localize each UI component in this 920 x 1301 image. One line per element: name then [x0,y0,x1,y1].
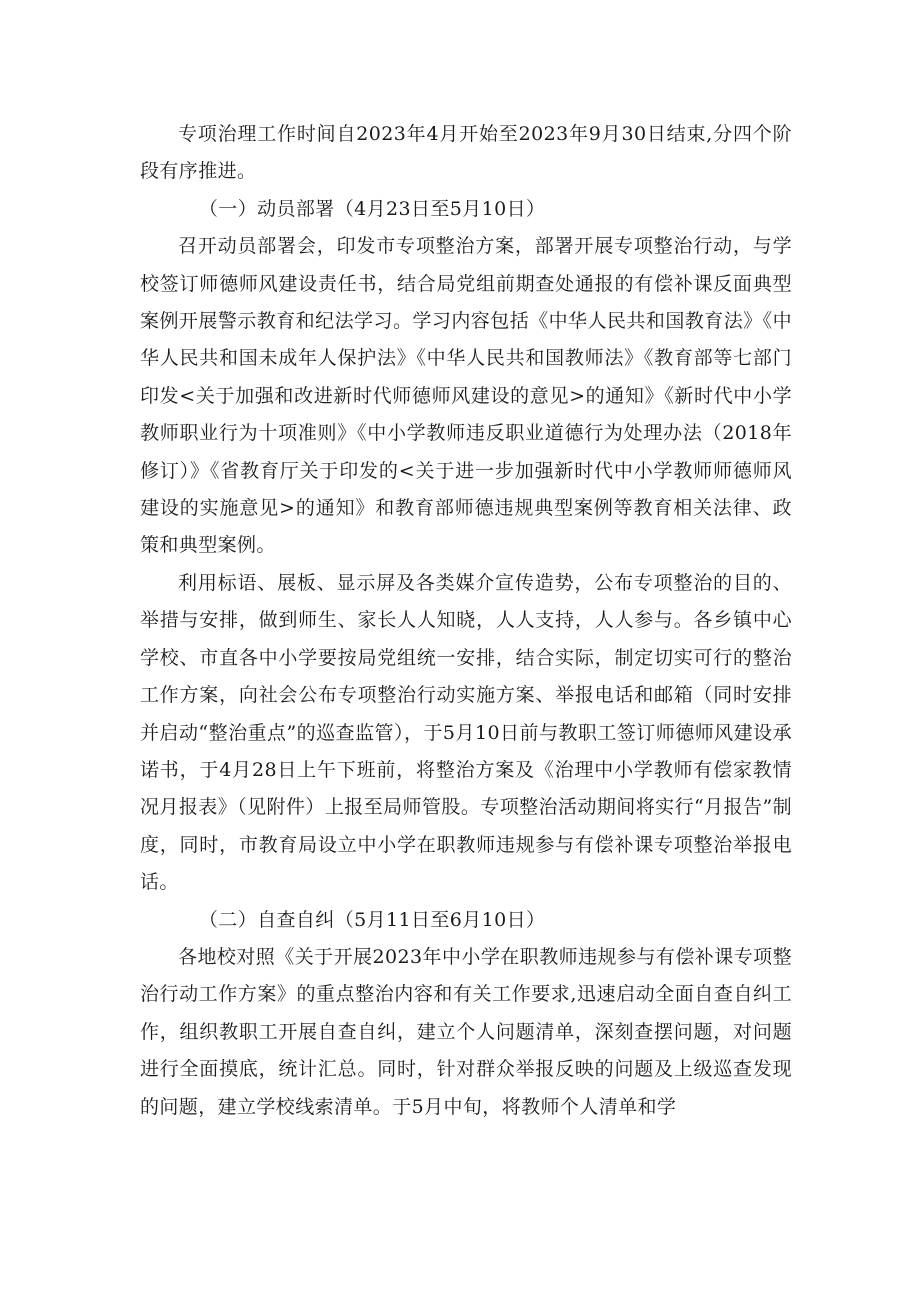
paragraph-schedule: 专项治理工作时间自2023年4月开始至2023年9月30日结束,分四个阶段有序推进。 [140,123,792,183]
paragraph-self-inspection: 各地校对照《关于开展2023年中小学在职教师违规参与有偿补课专项整治行动工作方案》的重点整治内容和有关工作要求,迅速启动全面自查自纠工作，组织教职工开展自查自纠，建立个人问题清单，深刻查摆问题，对问题进行全面摸底，统计汇总。同时，针对群众举报反映的问题及上级巡查发现的问题，建立学校线索清单。于5月中旬，将教师个人清单和学 [140,945,792,1118]
paragraph-mobilization-meeting: 召开动员部署会，印发市专项整治方案，部署开展专项整治行动，与学校签订师德师风建设责任书，结合局党组前期查处通报的有偿补课反面典型案例开展警示教育和纪法学习。学习内容包括《中华人民共和国教育法》《中华人民共和国未成年人保护法》《中华人民共和国教师法》《教育部等七部门印发<关于加强和改进新时代师德师风建设的意见>的通知》《新时代中小学教师职业行为十项准则》《中小学教师违反职业道德行为处理办法（2018年修订）》《省教育厅关于印发的<关于进一步加强新时代中小学教师师德师风建设的实施意见>的通知》和教育部师德违规典型案例等教育相关法律、政策和典型案例。 [140,235,792,557]
document-page [140,116,792,1126]
heading-mobilization: （一）动员部署（4月23日至5月10日） [198,197,546,220]
paragraph-publicity: 利用标语、展板、显示屏及各类媒介宣传造势，公布专项整治的目的、举措与安排，做到师生、家长人人知晓，人人支持，人人参与。各乡镇中心学校、市直各中小学要按局党组统一安排，结合实际，制定切实可行的整治工作方案，向社会公布专项整治行动实施方案、举报电话和邮箱（同时安排并启动“整治重点”的巡查监管），于5月10日前与教职工签订师德师风建设承诺书，于4月28日上午下班前，将整治方案及《治理中小学教师有偿家教情况月报表》（见附件）上报至局师管股。专项整治活动期间将实行“月报告”制度，同时，市教育局设立中小学在职教师违规参与有偿补课专项整治举报电话。 [140,571,792,894]
heading-self-inspection: （二）自查自纠（5月11日至6月10日） [198,908,546,931]
